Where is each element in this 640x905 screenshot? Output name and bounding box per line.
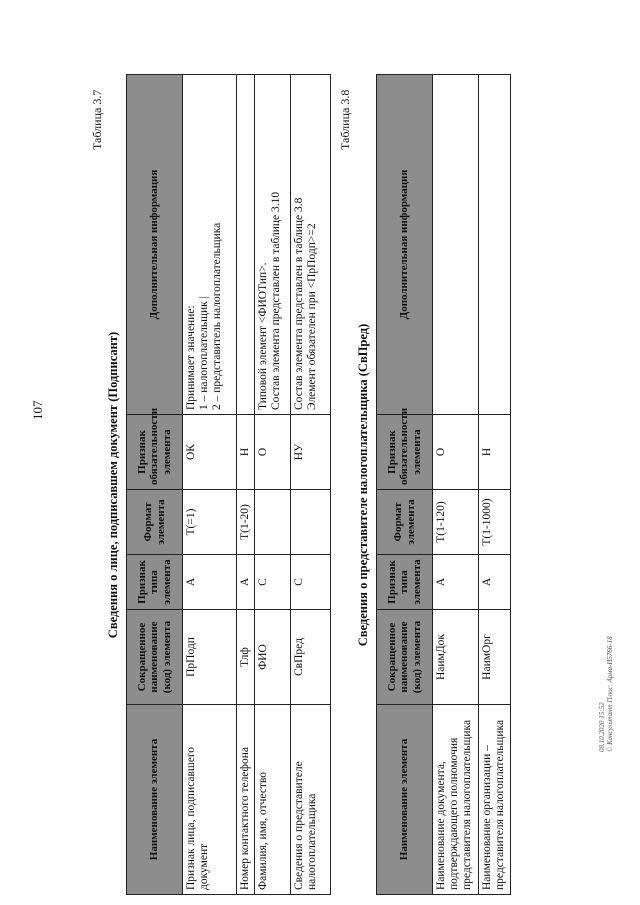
info-line: Состав элемента представлен в таблице 3.10 [270,191,283,410]
cell-format: Т(1-20) [237,490,255,555]
cell-required: Н [479,415,511,490]
cell-format: Т(1-1000) [479,490,511,555]
cell-type: А [183,555,237,610]
cell-info [479,75,511,415]
cell-type: А [237,555,255,610]
table1-caption: Таблица 3.7 [90,89,104,150]
header-cell: Признак типа элемента [377,555,433,610]
info-line: Типовой элемент <ФИОТип>. [257,262,270,410]
stamp-line: © Консультант Плюс: Арма-И5766-18 [606,636,615,752]
table-row [255,75,291,895]
cell-info [255,75,291,415]
cell-type: А [433,555,479,610]
cell-format [291,490,331,555]
header-cell: Формат элемента [127,490,183,555]
table2-header-row [377,75,433,895]
cell-name: Признак лица, подписавшего документ [183,705,237,895]
cell-code: СвПред [291,610,331,705]
table1-header-row [127,75,183,895]
cell-required: Н [237,415,255,490]
cell-required: О [433,415,479,490]
cell-type: А [479,555,511,610]
info-line: Принимает значение: [185,305,197,410]
info-line: Элемент обязателен при <ПрПодп>=2 [306,223,319,410]
table-row [433,75,479,895]
header-cell: Признак обязательности элемента [377,415,433,490]
cell-name: Фамилия, имя, отчество [255,705,291,895]
info-line: 1 – налогоплательщик | [198,296,211,410]
stamp-line: 08.10.2020 15:52 [598,702,606,752]
rotated-page-content [88,75,608,895]
table1-title: Сведения о лице, подписавшем документ (Подписант) [106,331,120,639]
cell-name: Наименование документа, подтверждающего полномочия представителя налогоплательщика [433,705,479,895]
cell-info [237,75,255,415]
table2 [376,74,511,895]
info-line: 2 – представитель налогоплательщика [211,222,224,410]
header-cell: Признак типа элемента [127,555,183,610]
header-cell: Наименование элемента [377,705,433,895]
cell-info [291,75,331,415]
print-stamp [598,636,615,752]
header-cell: Дополнительная информация [127,75,183,415]
header-cell: Формат элемента [377,490,433,555]
cell-info [183,75,237,415]
cell-info [433,75,479,415]
page-number: 107 [30,400,45,420]
table-row [237,75,255,895]
table-row [183,75,237,895]
header-cell: Признак обязательности элемента [127,415,183,490]
cell-name: Номер контактного телефона [237,705,255,895]
cell-name: Сведения о представителе налогоплательщика [291,705,331,895]
cell-required: НУ [291,415,331,490]
cell-name: Наименование организации – представителя налогоплательщика [479,705,511,895]
info-line: Состав элемента представлен в таблице 3.8 [293,197,306,410]
table2-title: Сведения о представителе налогоплательщика (СвПред) [356,323,370,647]
cell-type: С [291,555,331,610]
header-cell: Сокращенное наименование (код) элемента [127,610,183,705]
table-row [291,75,331,895]
cell-code: Тлф [237,610,255,705]
header-cell: Дополнительная информация [377,75,433,415]
table1 [126,74,331,895]
cell-required: ОК [183,415,237,490]
cell-code: НаимДок [433,610,479,705]
header-cell: Наименование элемента [127,705,183,895]
table-row [479,75,511,895]
cell-code: НаимОрг [479,610,511,705]
header-cell: Сокращенное наименование (код) элемента [377,610,433,705]
cell-type: С [255,555,291,610]
cell-format [255,490,291,555]
cell-code: ФИО [255,610,291,705]
cell-code: ПрПодп [183,610,237,705]
cell-format: Т(=1) [183,490,237,555]
cell-required: О [255,415,291,490]
cell-format: Т(1-120) [433,490,479,555]
table2-caption: Таблица 3.8 [338,89,352,150]
